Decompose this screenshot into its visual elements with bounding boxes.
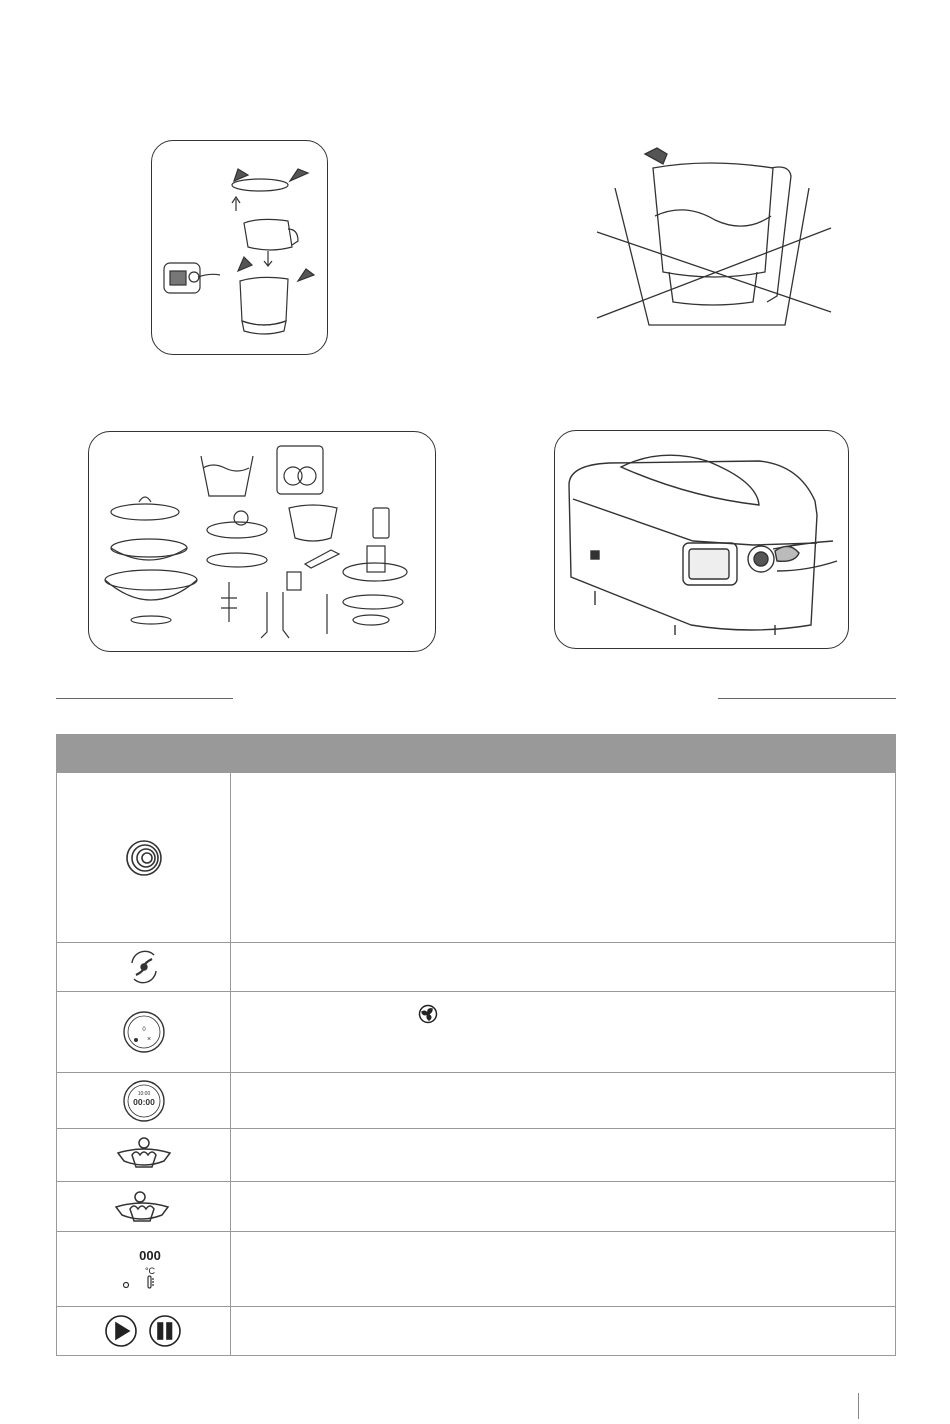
temperature-value: 000 [138, 1248, 161, 1263]
table-header-desc-col [231, 735, 896, 773]
table-row [57, 1307, 896, 1356]
steam-basket-high-icon [112, 1137, 176, 1173]
hands-removing-lid-icon [152, 141, 328, 355]
temperature-display-icon [114, 1244, 174, 1294]
row-description [231, 992, 896, 1073]
table-row [57, 1182, 896, 1232]
timer-display-icon [121, 1078, 167, 1124]
temperature-unit: °C [144, 1266, 155, 1276]
speed-dial-icon [121, 1009, 167, 1055]
row-description [231, 773, 896, 943]
row-description [231, 1307, 896, 1356]
section-rule-right [718, 698, 896, 699]
section-rule-left [56, 698, 233, 699]
timer-label: 00:00 [132, 1096, 155, 1107]
table-row [57, 1129, 896, 1182]
steam-basket-low-icon [112, 1189, 176, 1225]
table-row [57, 1232, 896, 1307]
table-header-row [57, 735, 896, 773]
accessories-figure [88, 431, 436, 652]
table-row [57, 1073, 896, 1129]
table-row [57, 992, 896, 1073]
bowl-fill-level-figure [595, 142, 840, 332]
play-pause-icon [99, 1313, 189, 1349]
svg-text:×: × [146, 1036, 151, 1043]
svg-text:0: 0 [141, 1027, 146, 1033]
bowl-max-min-icon [595, 142, 840, 332]
accessories-set-icon [89, 432, 436, 652]
rotation-direction-icon [124, 947, 164, 987]
row-description [231, 1073, 896, 1129]
controls-table [56, 734, 896, 1356]
row-description [231, 943, 896, 992]
appliance-wipe-icon [555, 431, 849, 649]
row-description [231, 1182, 896, 1232]
row-description [231, 1232, 896, 1307]
table-row [57, 773, 896, 943]
table-header-icon-col [57, 735, 231, 773]
control-knob-icon [124, 838, 164, 878]
table-row [57, 943, 896, 992]
lid-removal-figure [151, 140, 328, 355]
page-number-divider [858, 1393, 859, 1419]
timer-sub-label: 10:00 [137, 1090, 150, 1097]
fan-icon [418, 1004, 438, 1024]
row-description [231, 1129, 896, 1182]
appliance-cleaning-figure [554, 430, 849, 649]
